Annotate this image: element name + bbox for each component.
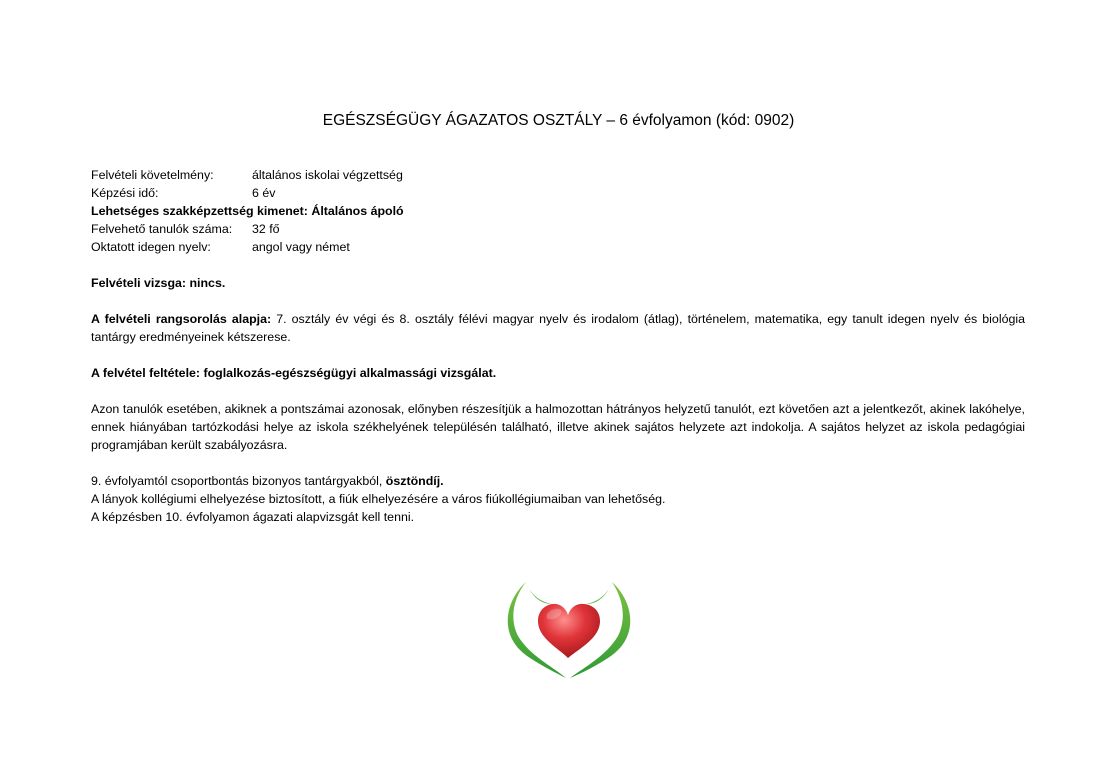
- kollegium-line: A lányok kollégiumi elhelyezése biztosított, a fiúk elhelyezésére a város fiúkollégiumaiban van lehetőség.: [91, 492, 666, 506]
- info-row-kovetelmeny: [91, 166, 1025, 184]
- osztondij-text: ösztöndíj.: [385, 474, 444, 488]
- info-label: Oktatott idegen nyelv:: [91, 240, 211, 254]
- rangsorolas-text: 7. osztály év végi és 8. osztály félévi magyar nyelv és irodalom (átlag), történelem, matematika, egy tanult idegen nyelv és biológia tantárgy eredményeinek kétszerese.: [91, 312, 1026, 344]
- info-value: angol vagy német: [252, 240, 350, 254]
- info-row-letszam: [91, 220, 1025, 238]
- alapvizsga-line: A képzésben 10. évfolyamon ágazati alapvizsgát kell tenni.: [91, 510, 415, 524]
- info-label: Felvételi követelmény:: [91, 168, 214, 182]
- info-value: 32 fő: [252, 222, 280, 236]
- info-row-nyelv: [91, 238, 1025, 256]
- info-row-kimenet: Lehetséges szakképzettség kimenet: Általános ápoló: [91, 204, 404, 218]
- heart-logo-icon: [500, 574, 636, 684]
- rangsorolas-label: A felvételi rangsorolás alapja:: [91, 312, 272, 326]
- info-row-kepzesi-ido: [91, 184, 1025, 202]
- document-body: [91, 166, 1025, 526]
- csoportbontas-line: [91, 472, 1025, 490]
- info-label: Képzési idő:: [91, 186, 159, 200]
- info-label: Felvehető tanulók száma:: [91, 222, 233, 236]
- info-value: 6 év: [252, 186, 276, 200]
- azonos-pontszam-paragraph: Azon tanulók esetében, akiknek a pontszámai azonosak, előnyben részesítjük a halmozottan hátrányos helyzetű tanulót, ezt követően azt a jelentkezőt, akinek lakóhelye, ennek hiányában tartózkodási helye az iskola székhelyének településén található, illetve akinek sajátos helyzete azt indokolja. A sajátos helyzet az iskola pedagógiai programjában került szabályozásra.: [91, 402, 1025, 452]
- csoportbontas-text: 9. évfolyamtól csoportbontás bizonyos tantárgyakból,: [91, 474, 386, 488]
- rangsorolas-paragraph: [91, 310, 1025, 346]
- felvetel-feltetele: A felvétel feltétele: foglalkozás-egészségügyi alkalmassági vizsgálat.: [91, 366, 497, 380]
- info-value: általános iskolai végzettség: [252, 168, 403, 182]
- page-title: EGÉSZSÉGÜGY ÁGAZATOS OSZTÁLY – 6 évfolyamon (kód: 0902): [322, 112, 795, 129]
- felveteli-vizsga: Felvételi vizsga: nincs.: [91, 276, 226, 290]
